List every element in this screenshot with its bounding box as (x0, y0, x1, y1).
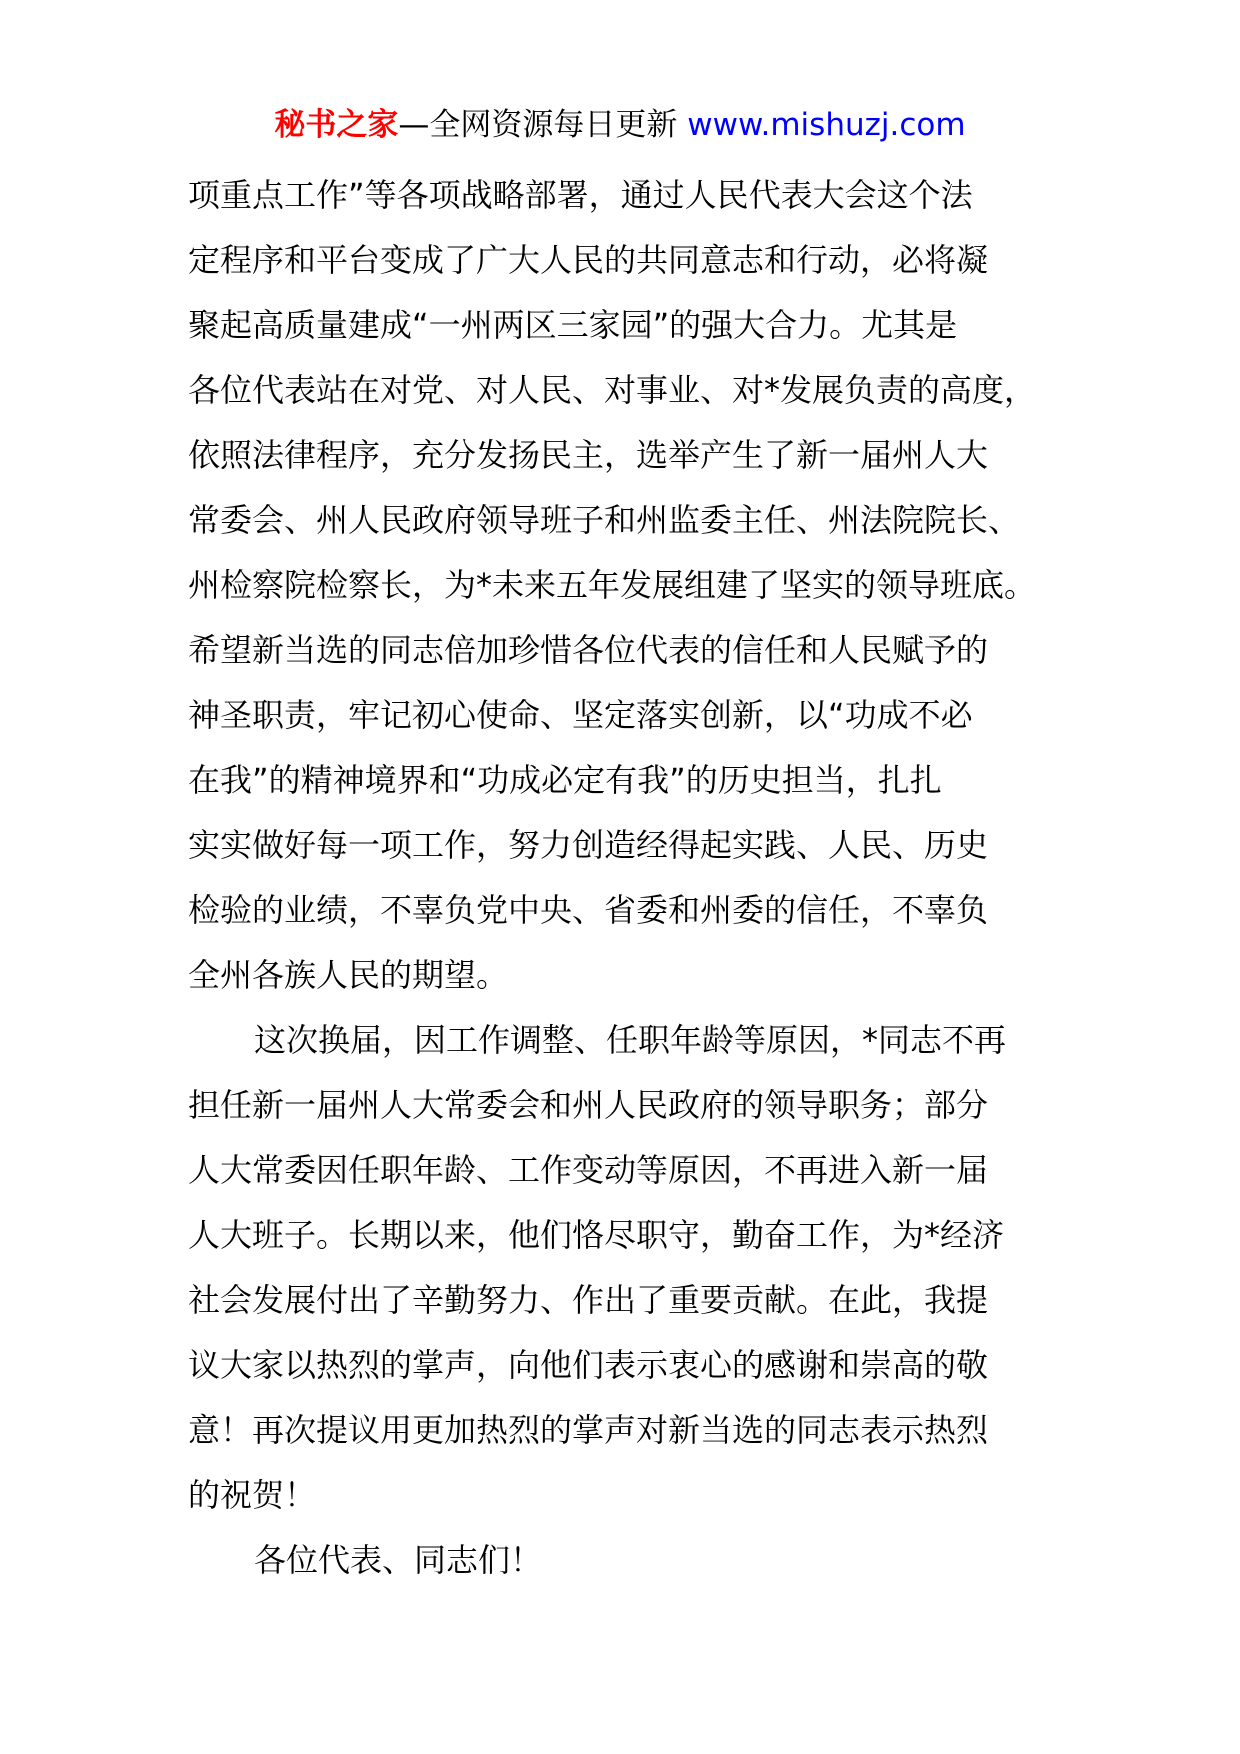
site-tagline: —全网资源每日更新 (398, 107, 678, 143)
text-line: 项重点工作”等各项战略部署，通过人民代表大会这个法 (188, 176, 973, 214)
paragraph-start-line: 各位代表、同志们！ (254, 1541, 543, 1579)
text-line: 人大常委因任职年龄、工作变动等原因，不再进入新一届 (188, 1151, 989, 1189)
text-line: 聚起高质量建成“一州两区三家园”的强大合力。尤其是 (188, 306, 958, 344)
text-line: 社会发展付出了辛勤努力、作出了重要贡献。在此，我提 (188, 1281, 989, 1319)
text-line: 担任新一届州人大常委会和州人民政府的领导职务；部分 (188, 1086, 989, 1124)
text-line: 全州各族人民的期望。 (188, 956, 509, 994)
document-body (188, 163, 1108, 1593)
text-line: 意！再次提议用更加热烈的掌声对新当选的同志表示热烈 (188, 1411, 989, 1449)
text-line: 在我”的精神境界和“功成必定有我”的历史担当，扎扎 (188, 761, 942, 799)
text-line: 人大班子。长期以来，他们恪尽职守，勤奋工作，为*经济 (188, 1216, 1005, 1254)
text-line: 各位代表站在对党、对人民、对事业、对*发展负责的高度， (188, 371, 1037, 409)
paragraph-start-line: 这次换届，因工作调整、任职年龄等原因，*同志不再 (254, 1021, 1007, 1059)
text-line: 的祝贺！ (188, 1476, 317, 1514)
site-url-link[interactable]: www.mishuzj.com (687, 107, 966, 143)
page-header (0, 100, 1240, 150)
site-brand: 秘书之家 (274, 107, 399, 143)
text-line: 常委会、州人民政府领导班子和州监委主任、州法院院长、 (188, 501, 1021, 539)
text-line: 实实做好每一项工作，努力创造经得起实践、人民、历史 (188, 826, 989, 864)
text-line: 定程序和平台变成了广大人民的共同意志和行动，必将凝 (188, 241, 989, 279)
text-line: 依照法律程序，充分发扬民主，选举产生了新一届州人大 (188, 436, 989, 474)
text-line: 议大家以热烈的掌声，向他们表示衷心的感谢和崇高的敬 (188, 1346, 989, 1384)
text-line: 检验的业绩，不辜负党中央、省委和州委的信任，不辜负 (188, 891, 989, 929)
text-line: 州检察院检察长，为*未来五年发展组建了坚实的领导班底。 (188, 566, 1037, 604)
text-line: 希望新当选的同志倍加珍惜各位代表的信任和人民赋予的 (188, 631, 989, 669)
text-line: 神圣职责，牢记初心使命、坚定落实创新，以“功成不必 (188, 696, 973, 734)
